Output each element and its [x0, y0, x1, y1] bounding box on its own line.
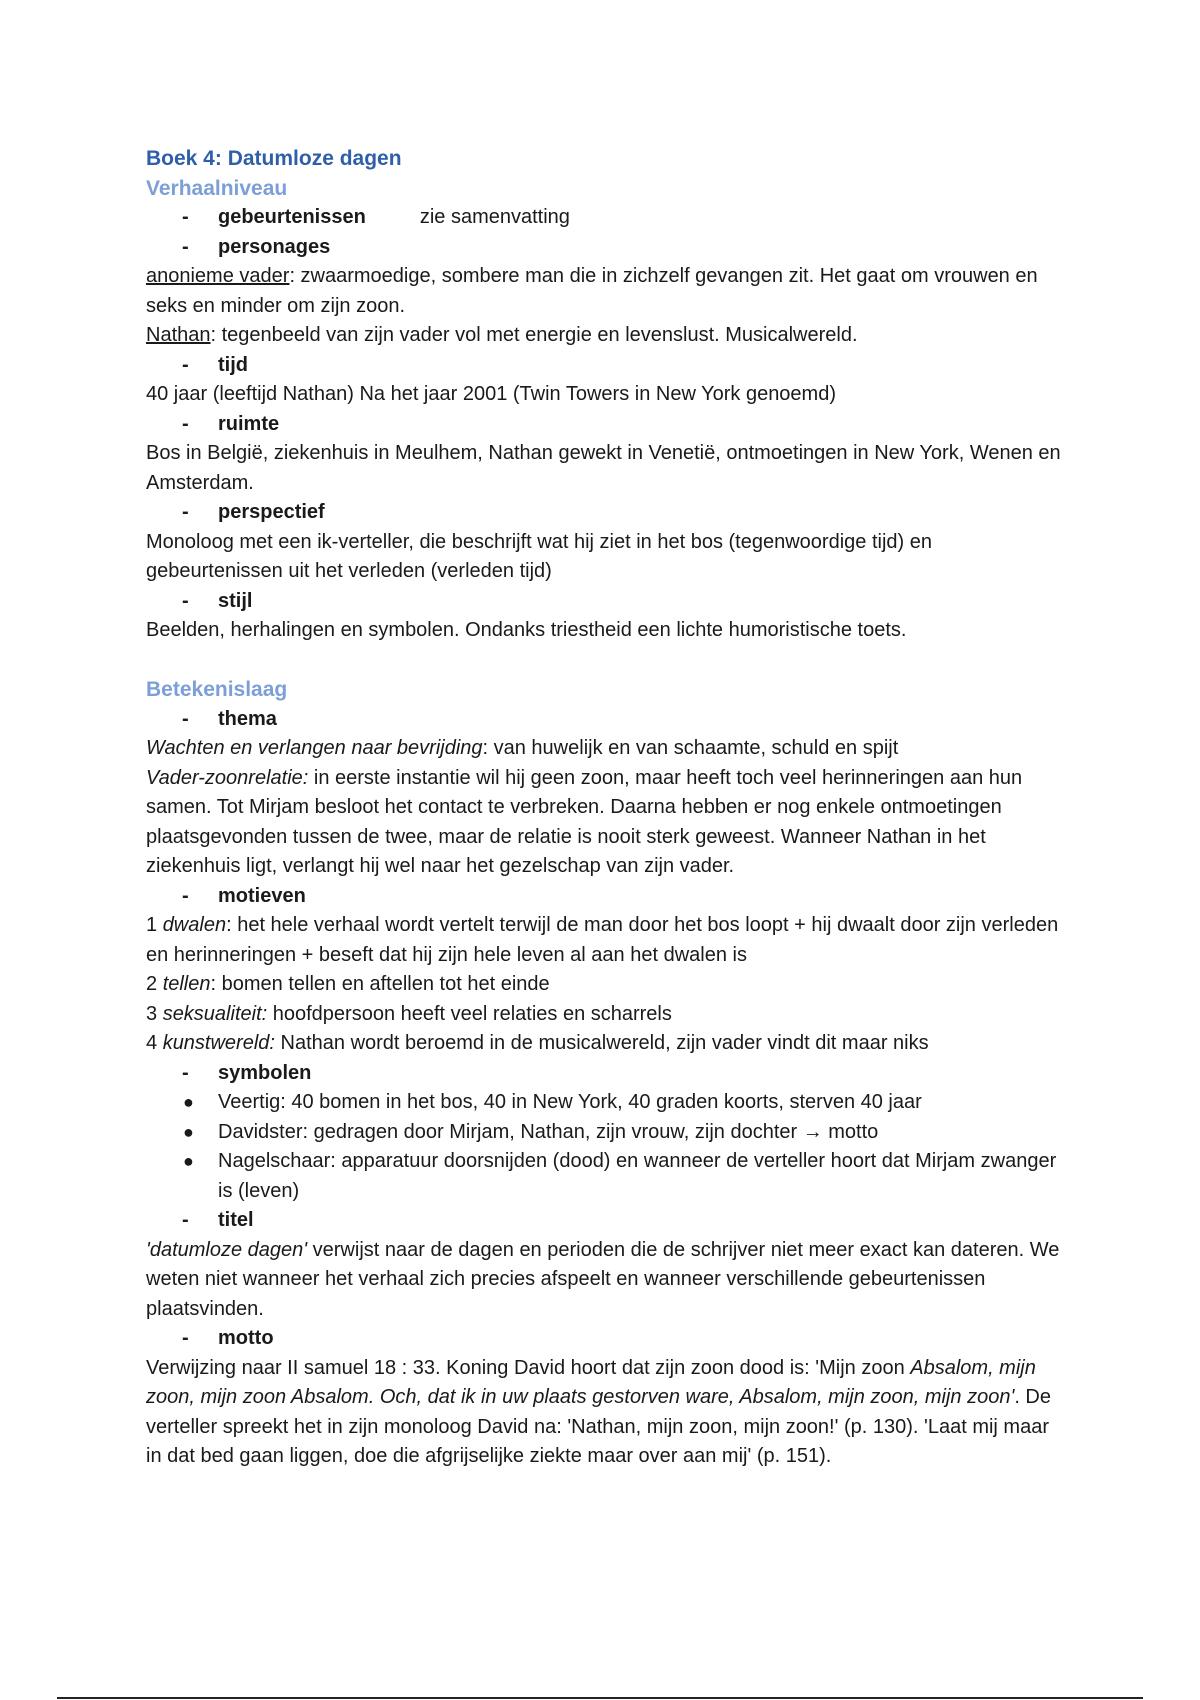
bullet-marker: ● — [183, 1151, 194, 1171]
document-title: Boek 4: Datumloze dagen — [146, 147, 402, 170]
document-page — [146, 144, 1066, 1472]
motief-emphasis: tellen — [162, 973, 211, 995]
label-stijl: stijl — [218, 589, 253, 612]
dash-marker: - — [182, 1327, 189, 1349]
paragraph-thema-1 — [146, 734, 1066, 764]
thema-1-emphasis: Wachten en verlangen naar bevrijding — [146, 737, 483, 759]
motto-text-1: Verwijzing naar II samuel 18 : 33. Koning David hoort dat zijn zoon dood is: 'Mijn zoon — [146, 1356, 911, 1379]
label-ruimte: ruimte — [218, 412, 280, 435]
paragraph-perspectief: Monoloog met een ik-verteller, die beschrijft wat hij ziet in het bos (tegenwoordige tijd) en gebeurtenissen uit het verleden (verleden tijd) — [146, 530, 932, 582]
thema-1-text: : van huwelijk en van schaamte, schuld en spijt — [482, 737, 899, 759]
heading-betekenislaag: Betekenislaag — [146, 678, 288, 701]
name-vader: anonieme vader — [146, 265, 290, 287]
dash-marker: - — [182, 353, 189, 376]
paragraph-titel — [146, 1236, 1066, 1325]
motief-emphasis: seksualiteit: — [162, 1002, 268, 1025]
label-motieven: motieven — [218, 884, 306, 907]
note-gebeurtenissen: zie samenvatting — [419, 206, 570, 228]
label-motto: motto — [218, 1327, 274, 1349]
label-perspectief: perspectief — [218, 501, 325, 523]
label-gebeurtenissen: gebeurtenissen — [218, 206, 366, 228]
symbool-davidster — [146, 1118, 1066, 1148]
dash-marker: - — [182, 206, 189, 228]
paragraph-ruimte: Bos in België, ziekenhuis in Meulhem, Nathan gewekt in Venetië, ontmoetingen in New York, Wenen en Amsterdam. — [146, 442, 1061, 494]
item-ruimte — [146, 410, 1066, 440]
item-gebeurtenissen — [146, 203, 1066, 233]
titel-text: verwijst naar de dagen en perioden die de schrijver niet meer exact kan dateren. We weten niet wanneer het verhaal zich precies afspeelt en wanneer verschillende gebeurtenissen plaatsvinden. — [146, 1238, 1060, 1320]
page-bottom-rule — [57, 1697, 1143, 1699]
dash-marker: - — [182, 412, 189, 435]
item-titel — [146, 1206, 1066, 1236]
motto-quote: Absalom, mijn zoon, mijn zoon Absalom. Och, dat ik in uw plaats gestorven ware, Absalom, mijn zoon, mijn zoon' — [146, 1356, 1036, 1408]
motief-text: Nathan wordt beroemd in de musicalwereld, zijn vader vindt dit maar niks — [274, 1032, 929, 1054]
item-stijl — [146, 587, 1066, 617]
motief-number: 3 — [146, 1002, 163, 1025]
thema-2-emphasis: Vader-zoonrelatie: — [146, 766, 309, 789]
titel-emphasis: 'datumloze dagen' — [146, 1238, 308, 1261]
motief-emphasis: kunstwereld: — [162, 1032, 275, 1054]
text-nathan: : tegenbeeld van zijn vader vol met energie en levenslust. Musicalwereld. — [210, 324, 858, 346]
paragraph-nathan — [146, 321, 1066, 351]
motief-text: hoofdpersoon heeft veel relaties en scharrels — [267, 1002, 672, 1025]
dash-marker: - — [182, 884, 189, 907]
dash-marker: - — [182, 707, 189, 730]
item-motieven — [146, 882, 1066, 912]
paragraph-motto — [146, 1354, 1066, 1472]
motto-text-2: . De verteller spreekt het in zijn monoloog David na: 'Nathan, mijn zoon, mijn zoon!' (p. 130). 'Laat mij maar in dat bed gaan liggen, doe die afgrijselijke ziekte maar over aan mij' (p. 151). — [146, 1386, 1051, 1467]
motief-text: : bomen tellen en aftellen tot het einde — [210, 973, 550, 995]
symbool-nagelschaar — [146, 1147, 1066, 1206]
motief-number: 4 — [146, 1032, 163, 1054]
symbool-text: Davidster: gedragen door Mirjam, Nathan, zijn vrouw, zijn dochter → motto — [218, 1120, 879, 1143]
symbool-text: Nagelschaar: apparatuur doorsnijden (dood) en wanneer de verteller hoort dat Mirjam zwanger is (leven) — [218, 1150, 1057, 1202]
motief-1 — [146, 911, 1066, 970]
item-symbolen — [146, 1059, 1066, 1089]
label-tijd: tijd — [218, 353, 248, 376]
motief-text: : het hele verhaal wordt vertelt terwijl de man door het bos loopt + hij dwaalt door zijn verleden en herinneringen + beseft dat hij zijn hele leven al aan het dwalen is — [146, 914, 1059, 966]
bullet-marker: ● — [183, 1121, 194, 1142]
name-nathan: Nathan — [146, 324, 211, 346]
motief-2 — [146, 970, 1066, 1000]
dash-marker: - — [182, 1061, 189, 1084]
spacer — [146, 646, 1066, 676]
dash-marker: - — [182, 501, 189, 523]
dash-marker: - — [182, 589, 189, 612]
item-perspectief — [146, 498, 1066, 528]
symbool-veertig — [146, 1088, 1066, 1118]
motief-emphasis: dwalen — [162, 914, 227, 936]
paragraph-stijl: Beelden, herhalingen en symbolen. Ondanks triestheid een lichte humoristische toets. — [146, 619, 907, 641]
paragraph-tijd: 40 jaar (leeftijd Nathan) Na het jaar 2001 (Twin Towers in New York genoemd) — [146, 383, 836, 405]
item-motto — [146, 1324, 1066, 1354]
item-thema — [146, 705, 1066, 735]
text-vader: : zwaarmoedige, sombere man die in zichzelf gevangen zit. Het gaat om vrouwen en seks en minder om zijn zoon. — [146, 265, 1038, 317]
motief-4 — [146, 1029, 1066, 1059]
thema-2-text: in eerste instantie wil hij geen zoon, maar heeft toch veel herinneringen aan hun samen. Tot Mirjam besloot het contact te verbreken. Daarna hebben er nog enkele ontmoetingen plaatsgevonden tussen de twee, maar de relatie is nooit sterk geweest. Wanneer Nathan in het ziekenhuis ligt, verlangt hij wel naar het gezelschap van zijn vader. — [146, 766, 1023, 877]
motief-number: 2 — [146, 973, 163, 995]
bullet-marker: ● — [183, 1092, 194, 1112]
dash-marker: - — [182, 235, 189, 258]
item-personages — [146, 233, 1066, 263]
item-tijd — [146, 351, 1066, 381]
label-thema: thema — [218, 707, 277, 730]
label-symbolen: symbolen — [218, 1061, 312, 1084]
motief-3 — [146, 1000, 1066, 1030]
paragraph-thema-2 — [146, 764, 1066, 882]
symbool-text: Veertig: 40 bomen in het bos, 40 in New York, 40 graden koorts, sterven 40 jaar — [218, 1091, 922, 1113]
label-titel: titel — [218, 1209, 254, 1231]
motief-number: 1 — [146, 914, 163, 936]
heading-verhaalniveau: Verhaalniveau — [146, 176, 288, 200]
paragraph-vader — [146, 262, 1066, 321]
dash-marker: - — [182, 1209, 189, 1231]
label-personages: personages — [218, 235, 331, 258]
